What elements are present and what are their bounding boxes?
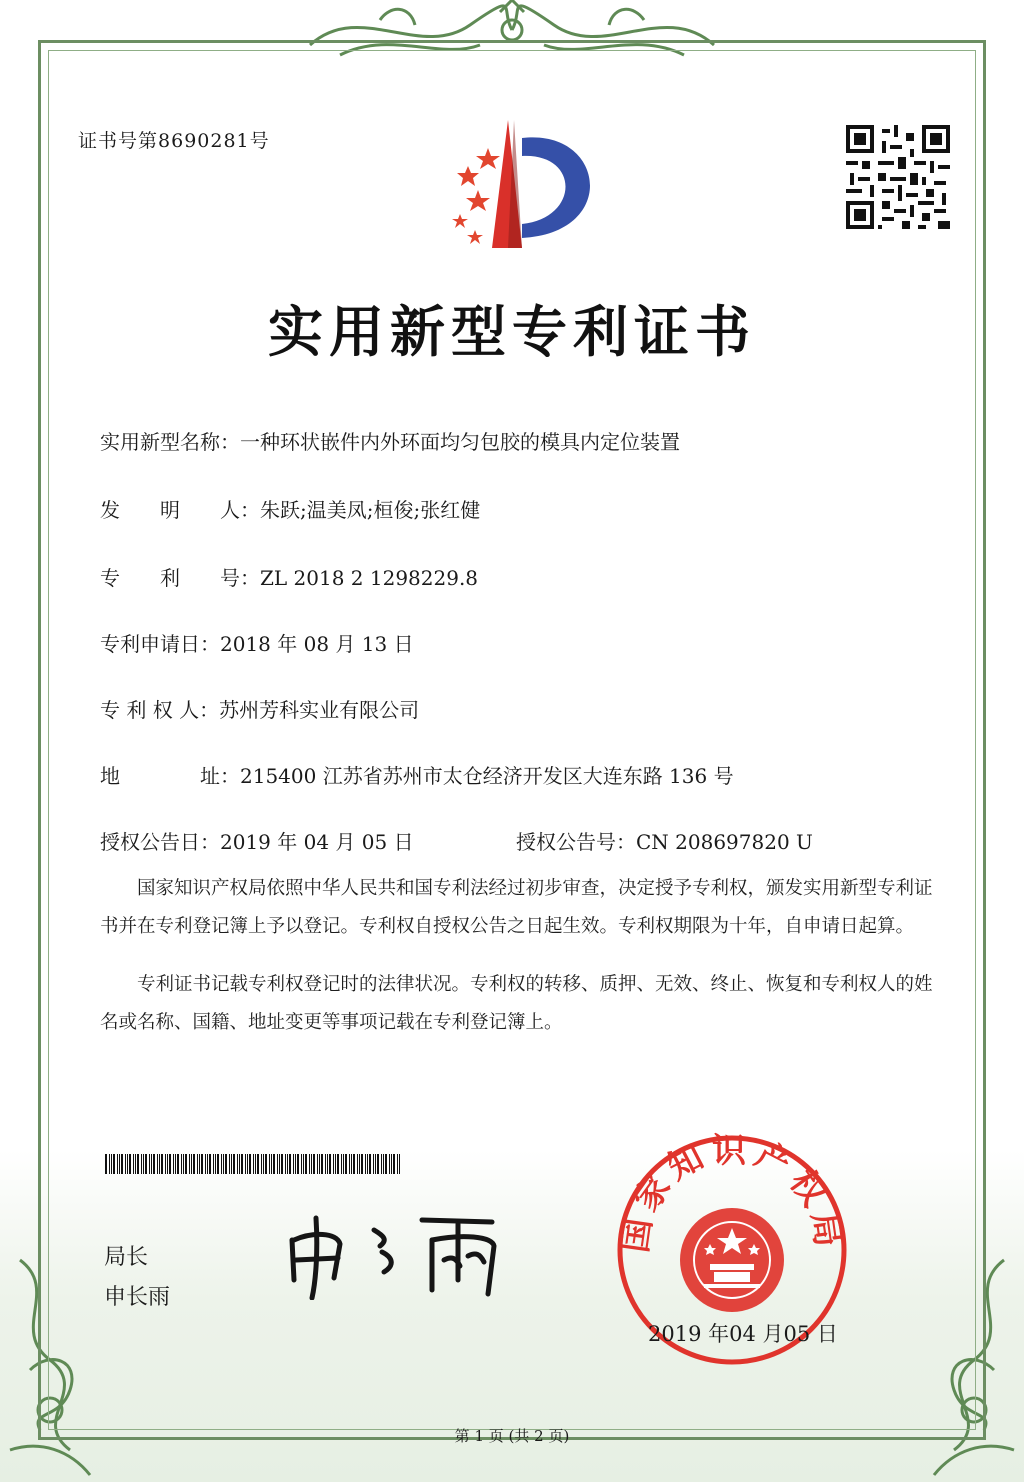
barcode-bar <box>399 1154 400 1174</box>
patent-number-label: 专 利 号： <box>100 566 260 590</box>
barcode-bar <box>125 1154 126 1174</box>
barcode-bar <box>327 1154 328 1174</box>
barcode-bar <box>265 1154 267 1174</box>
signatory-title: 局长 <box>104 1245 149 1270</box>
barcode-bar <box>337 1154 339 1174</box>
grant-number-label: 授权公告号： <box>516 830 636 854</box>
statement-paragraph-2: 专利证书记载专利权登记时的法律状况。专利权的转移、质押、无效、终止、恢复和专利权人的姓名或名称、国籍、地址变更等事项记载在专利登记簿上。 <box>100 974 933 1033</box>
barcode-bar <box>225 1154 227 1174</box>
barcode-bar <box>373 1154 374 1174</box>
barcode-bar <box>143 1154 144 1174</box>
barcode-bar <box>319 1154 320 1174</box>
barcode-bar <box>185 1154 187 1174</box>
barcode-bar <box>383 1154 384 1174</box>
barcode-bar <box>137 1154 139 1174</box>
barcode-bar <box>351 1154 352 1174</box>
barcode-bar <box>269 1154 270 1174</box>
barcode-bar <box>389 1154 390 1174</box>
barcode-bar <box>345 1154 347 1174</box>
barcode-bar <box>167 1154 168 1174</box>
barcode-bar <box>325 1154 326 1174</box>
barcode-bar <box>159 1154 160 1174</box>
barcode-bar <box>301 1154 302 1174</box>
inventor-value: 朱跃;温美凤;桓俊;张红健 <box>260 498 481 522</box>
utility-model-name-row <box>100 426 680 455</box>
grant-date-row <box>100 826 414 855</box>
barcode-bar <box>233 1154 235 1174</box>
barcode-bar <box>277 1154 278 1174</box>
grant-number-value: CN 208697820 U <box>636 830 813 854</box>
barcode-bar <box>293 1154 294 1174</box>
barcode-bar <box>349 1154 350 1174</box>
barcode-bar <box>273 1154 275 1174</box>
barcode-bar <box>205 1154 206 1174</box>
barcode-bar <box>213 1154 214 1174</box>
barcode-bar <box>341 1154 342 1174</box>
barcode-bar <box>369 1154 371 1174</box>
barcode-bar <box>321 1154 323 1174</box>
barcode-bar <box>313 1154 315 1174</box>
utility-model-name-label: 实用新型名称： <box>100 430 240 454</box>
barcode-bar <box>161 1154 163 1174</box>
certificate-title: 实用新型专利证书 <box>267 299 756 364</box>
barcode-bar <box>109 1154 110 1174</box>
barcode-bar <box>183 1154 184 1174</box>
barcode-bar <box>105 1154 107 1174</box>
barcode-bar <box>375 1154 376 1174</box>
barcode-bar <box>153 1154 155 1174</box>
barcode-bar <box>257 1154 259 1174</box>
grant-date-value: 2019 年 04 月 05 日 <box>220 830 414 854</box>
address-value: 215400 江苏省苏州市太仓经济开发区大连东路 136 号 <box>240 764 734 788</box>
barcode-bar <box>121 1154 123 1174</box>
address-label-1: 地 <box>100 764 120 788</box>
barcode-bar <box>215 1154 216 1174</box>
barcode-bar <box>333 1154 334 1174</box>
barcode-bar <box>287 1154 288 1174</box>
barcode-bar <box>127 1154 128 1174</box>
barcode-bar <box>385 1154 387 1174</box>
barcode-bar <box>157 1154 158 1174</box>
barcode-bar <box>245 1154 246 1174</box>
statement-paragraph-1: 国家知识产权局依照中华人民共和国专利法经过初步审查，决定授予专利权，颁发实用新型专利证书并在专利登记簿上予以登记。专利权自授权公告之日起生效。专利权期限为十年，自申请日起算。 <box>100 878 933 937</box>
grant-number-row <box>516 826 813 855</box>
barcode-bar <box>145 1154 147 1174</box>
barcode <box>105 1154 405 1174</box>
barcode-bar <box>173 1154 174 1174</box>
certificate-number-suffix: 号 <box>249 130 270 152</box>
patentee-value: 苏州芳科实业有限公司 <box>219 698 420 722</box>
patent-number-value: ZL 2018 2 1298229.8 <box>260 566 479 590</box>
cnipa-logo <box>430 118 600 253</box>
barcode-bar <box>311 1154 312 1174</box>
barcode-bar <box>217 1154 219 1174</box>
barcode-bar <box>241 1154 243 1174</box>
barcode-bar <box>303 1154 304 1174</box>
director-signature <box>282 1210 522 1300</box>
barcode-bar <box>175 1154 176 1174</box>
barcode-bar <box>391 1154 392 1174</box>
certificate-number-value: 8690281 <box>158 130 250 152</box>
barcode-bar <box>231 1154 232 1174</box>
barcode-bar <box>249 1154 251 1174</box>
barcode-bar <box>365 1154 366 1174</box>
page-number: 第 1 页 (共 2 页) <box>454 1427 570 1445</box>
barcode-bar <box>223 1154 224 1174</box>
barcode-bar <box>151 1154 152 1174</box>
barcode-bar <box>253 1154 254 1174</box>
certificate-number <box>78 126 270 153</box>
barcode-bar <box>189 1154 190 1174</box>
inventor-row <box>100 494 480 523</box>
barcode-bar <box>289 1154 291 1174</box>
barcode-bar <box>181 1154 182 1174</box>
barcode-bar <box>113 1154 115 1174</box>
barcode-bar <box>297 1154 299 1174</box>
barcode-bar <box>255 1154 256 1174</box>
barcode-bar <box>199 1154 200 1174</box>
barcode-bar <box>221 1154 222 1174</box>
barcode-bar <box>317 1154 318 1174</box>
barcode-bar <box>367 1154 368 1174</box>
patent-number-row <box>100 562 478 591</box>
barcode-bar <box>193 1154 195 1174</box>
barcode-bar <box>191 1154 192 1174</box>
utility-model-name-value: 一种环状嵌件内外环面均匀包胶的模具内定位装置 <box>240 430 680 454</box>
barcode-bar <box>357 1154 358 1174</box>
barcode-bar <box>393 1154 395 1174</box>
barcode-bar <box>343 1154 344 1174</box>
barcode-bar <box>263 1154 264 1174</box>
barcode-bar <box>329 1154 331 1174</box>
barcode-bar <box>149 1154 150 1174</box>
barcode-bar <box>207 1154 208 1174</box>
barcode-bar <box>309 1154 310 1174</box>
filing-date-value: 2018 年 08 月 13 日 <box>220 632 414 656</box>
barcode-bar <box>237 1154 238 1174</box>
barcode-bar <box>359 1154 360 1174</box>
barcode-bar <box>285 1154 286 1174</box>
barcode-bar <box>247 1154 248 1174</box>
filing-date-row <box>100 628 414 657</box>
signatory-name: 申长雨 <box>104 1285 171 1310</box>
barcode-bar <box>261 1154 262 1174</box>
barcode-bar <box>209 1154 211 1174</box>
barcode-bar <box>133 1154 134 1174</box>
address-label-2: 址： <box>200 764 240 788</box>
grant-date-label: 授权公告日： <box>100 830 220 854</box>
barcode-bar <box>271 1154 272 1174</box>
barcode-bar <box>135 1154 136 1174</box>
barcode-bar <box>279 1154 280 1174</box>
barcode-bar <box>111 1154 112 1174</box>
patentee-row <box>100 694 419 723</box>
barcode-bar <box>169 1154 171 1174</box>
seal-text: 国家知识产权局 <box>615 1132 849 1256</box>
barcode-bar <box>229 1154 230 1174</box>
barcode-bar <box>129 1154 131 1174</box>
barcode-bar <box>239 1154 240 1174</box>
address-row <box>100 760 734 789</box>
inventor-label: 发 明 人： <box>100 498 260 522</box>
qr-code <box>846 125 950 229</box>
barcode-bar <box>117 1154 118 1174</box>
barcode-bar <box>281 1154 283 1174</box>
barcode-bar <box>119 1154 120 1174</box>
barcode-bar <box>335 1154 336 1174</box>
barcode-bar <box>165 1154 166 1174</box>
seal-date: 2019 年04 月05 日 <box>648 1322 838 1346</box>
barcode-bar <box>353 1154 355 1174</box>
barcode-bar <box>377 1154 379 1174</box>
barcode-bar <box>141 1154 142 1174</box>
barcode-bar <box>397 1154 398 1174</box>
barcode-bar <box>177 1154 179 1174</box>
filing-date-label: 专利申请日： <box>100 632 220 656</box>
barcode-bar <box>201 1154 203 1174</box>
patentee-label: 专 利 权 人： <box>100 698 220 722</box>
barcode-bar <box>361 1154 363 1174</box>
barcode-bar <box>197 1154 198 1174</box>
certificate-number-label: 证书号第 <box>78 130 159 152</box>
barcode-bar <box>381 1154 382 1174</box>
barcode-bar <box>305 1154 307 1174</box>
barcode-bar <box>295 1154 296 1174</box>
